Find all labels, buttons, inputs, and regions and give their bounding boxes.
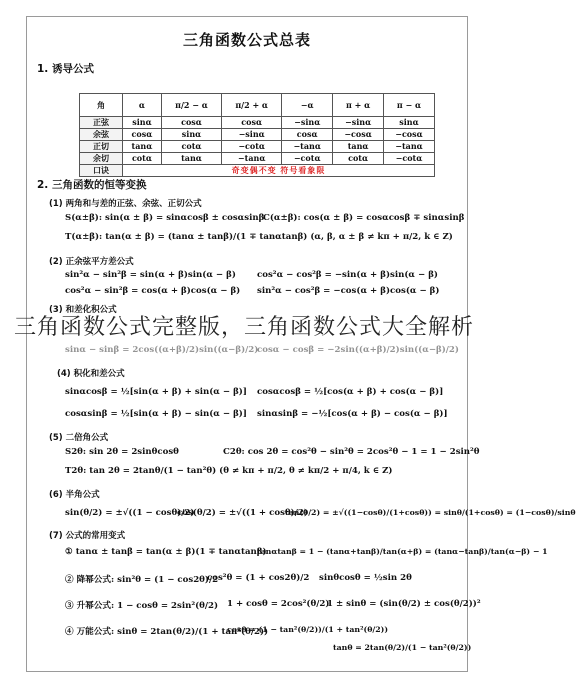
- formula: cosθ = (1 − tan²(θ/2))/(1 + tan²(θ/2)): [227, 625, 389, 634]
- table-cell: −sinα: [282, 117, 333, 129]
- table-cell: sinα: [384, 117, 435, 129]
- table-cell: −cotα: [384, 153, 435, 165]
- page-title: 三角函数公式总表: [182, 31, 311, 49]
- table-cell: −cosα: [384, 129, 435, 141]
- caption-overlay: 三角函数公式完整版，三角函数公式大全解析: [14, 315, 475, 340]
- formula: C2θ: cos 2θ = cos²θ − sin²θ = 2cos²θ − 1 = 1 − 2sin²θ: [223, 447, 480, 457]
- formula: S2θ: sin 2θ = 2sinθcosθ: [65, 447, 179, 457]
- row-label: 余弦: [80, 129, 123, 141]
- formula: T(α±β): tan(α ± β) = (tanα ± tanβ)/(1 ∓ tanαtanβ) (α, β, α ± β ≠ kπ + π/2, k ∈ Z): [65, 232, 453, 242]
- table-header-cell: π/2 + α: [222, 94, 282, 117]
- formula: ③ 升幂公式: 1 − cosθ = 2sin²(θ/2): [65, 601, 219, 611]
- table-row: [80, 153, 435, 165]
- formula: tanαtanβ = 1 − (tanα+tanβ)/tan(α+β) = (tanα−tanβ)/tan(α−β) − 1: [257, 547, 548, 556]
- formula: T2θ: tan 2θ = 2tanθ/(1 − tan²θ) (θ ≠ kπ + π/2, θ ≠ kπ/2 + π/4, k ∈ Z): [65, 466, 393, 476]
- formula: sinαsinβ = −½[cos(α + β) − cos(α − β)]: [257, 409, 448, 419]
- subsection-heading: (4) 积化和差公式: [57, 369, 125, 379]
- subsection-heading: (5) 二倍角公式: [49, 433, 109, 443]
- formula: cos²θ = (1 + cos2θ)/2: [207, 573, 310, 583]
- formula: cosα − cosβ = −2sin((α+β)/2)sin((α−β)/2): [257, 345, 459, 355]
- subsection-heading: (3) 和差化积公式: [49, 305, 117, 315]
- formula-sheet: [26, 16, 576, 672]
- table-cell: cotα: [123, 153, 162, 165]
- table-header-cell: π + α: [333, 94, 384, 117]
- table-header-cell: α: [123, 94, 162, 117]
- table-cell: tanα: [123, 141, 162, 153]
- subsection-heading: (7) 公式的常用变式: [49, 531, 126, 541]
- table-cell: −sinα: [333, 117, 384, 129]
- row-label: 正弦: [80, 117, 123, 129]
- table-row: [80, 165, 435, 177]
- formula: 1 ± sinθ = (sin(θ/2) ± cos(θ/2))²: [327, 599, 481, 609]
- formula: ① tanα ± tanβ = tan(α ± β)(1 ∓ tanαtanβ): [65, 547, 267, 557]
- subsection-heading: (2) 正余弦平方差公式: [49, 257, 134, 267]
- table-cell: −cosα: [333, 129, 384, 141]
- row-label: 正切: [80, 141, 123, 153]
- row-label: 余切: [80, 153, 123, 165]
- induction-table: [79, 93, 435, 177]
- table-cell: cotα: [333, 153, 384, 165]
- section-2-heading: 2. 三角函数的恒等变换: [37, 179, 147, 191]
- formula: cosαcosβ = ½[cos(α + β) + cos(α − β)]: [257, 387, 444, 397]
- formula: cos²α − sin²β = cos(α + β)cos(α − β): [65, 286, 241, 296]
- formula: sinθcosθ = ½sin 2θ: [319, 573, 412, 583]
- table-row: [80, 129, 435, 141]
- formula: S(α±β): sin(α ± β) = sinαcosβ ± cosαsinβ: [65, 213, 265, 223]
- formula: sinα − sinβ = 2cos((α+β)/2)sin((α−β)/2): [65, 345, 259, 355]
- table-cell: −tanα: [282, 141, 333, 153]
- table-cell: tanα: [333, 141, 384, 153]
- formula: sin(θ/2) = ±√((1 − cosθ)/2): [65, 508, 195, 518]
- table-cell: −cotα: [222, 141, 282, 153]
- table-cell: sinα: [161, 129, 221, 141]
- formula: C(α±β): cos(α ± β) = cosαcosβ ∓ sinαsinβ: [263, 213, 465, 223]
- table-cell: −tanα: [384, 141, 435, 153]
- formula: sin²α − cos²β = −cos(α + β)cos(α − β): [257, 286, 440, 296]
- table-cell: −cotα: [282, 153, 333, 165]
- formula: cosαsinβ = ½[sin(α + β) − sin(α − β)]: [65, 409, 247, 419]
- subsection-heading: (6) 半角公式: [49, 490, 100, 500]
- table-cell: cotα: [161, 141, 221, 153]
- table-corner: 角: [80, 94, 123, 117]
- formula: tanθ = 2tan(θ/2)/(1 − tan²(θ/2)): [333, 643, 472, 652]
- table-cell: −tanα: [222, 153, 282, 165]
- table-cell: cosα: [222, 117, 282, 129]
- formula: cos(θ/2) = ±√((1 + cosθ)/2): [177, 508, 308, 518]
- table-header-cell: −α: [282, 94, 333, 117]
- table-row: [80, 141, 435, 153]
- table-cell: cosα: [282, 129, 333, 141]
- formula: sinαcosβ = ½[sin(α + β) + sin(α − β)]: [65, 387, 247, 397]
- formula: tan(θ/2) = ±√((1−cosθ)/(1+cosθ)) = sinθ/(1+cosθ) = (1−cosθ)/sinθ: [285, 508, 576, 517]
- subsection-heading: (1) 两角和与差的正弦、余弦、正切公式: [49, 199, 202, 209]
- table-header-cell: π − α: [384, 94, 435, 117]
- table-cell: cosα: [123, 129, 162, 141]
- table-cell: tanα: [161, 153, 221, 165]
- formula: 1 + cosθ = 2cos²(θ/2): [227, 599, 330, 609]
- section-1-heading: 1. 诱导公式: [37, 63, 94, 75]
- table-row: [80, 117, 435, 129]
- row-label: 口诀: [80, 165, 123, 177]
- formula: cos²α − cos²β = −sin(α + β)sin(α − β): [257, 270, 438, 280]
- table-header-cell: π/2 − α: [161, 94, 221, 117]
- formula: ④ 万能公式: sinθ = 2tan(θ/2)/(1 + tan²(θ/2)): [65, 627, 269, 637]
- formula: sin²α − sin²β = sin(α + β)sin(α − β): [65, 270, 236, 280]
- rhyme-cell: 奇变偶不变 符号看象限: [123, 165, 435, 177]
- table-header-row: [80, 94, 435, 117]
- table-cell: sinα: [123, 117, 162, 129]
- table-cell: −sinα: [222, 129, 282, 141]
- table-cell: cosα: [161, 117, 221, 129]
- formula: ② 降幂公式: sin²θ = (1 − cos2θ)/2: [65, 575, 219, 585]
